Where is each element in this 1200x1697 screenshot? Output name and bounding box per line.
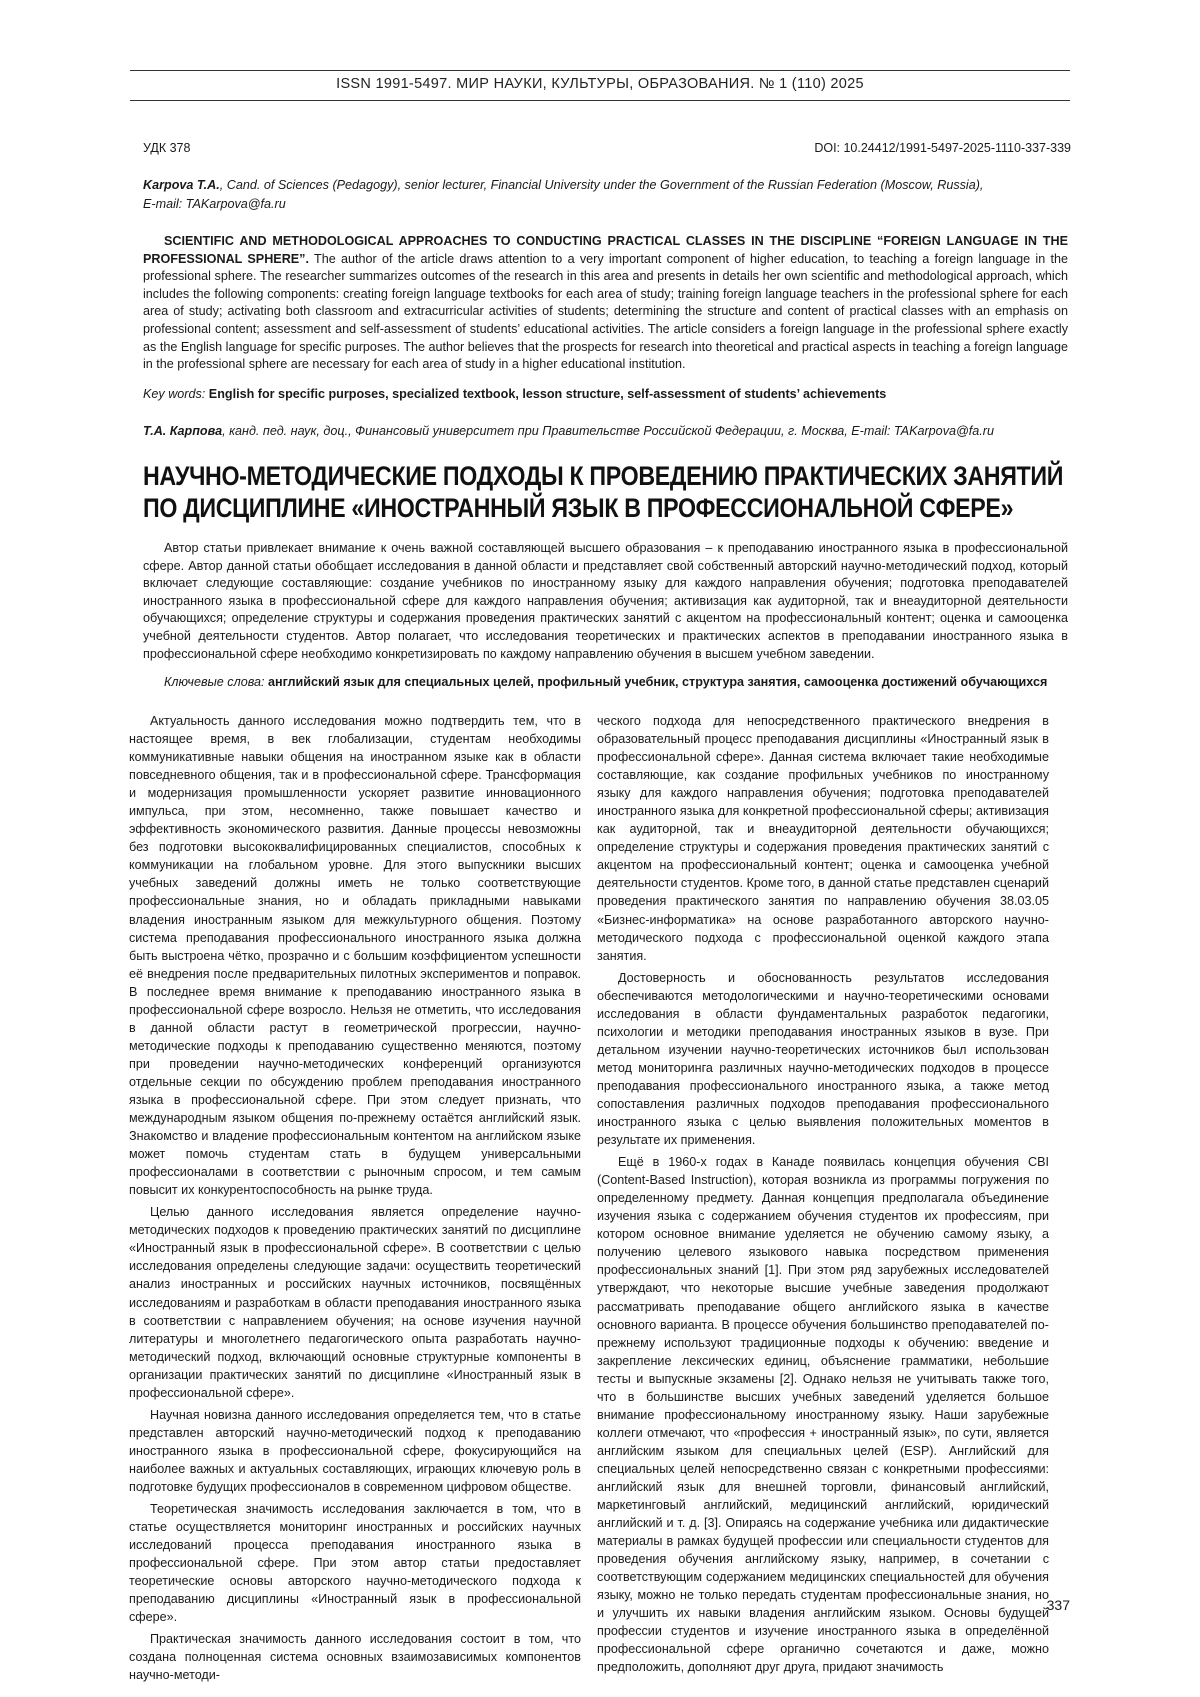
keywords-ru: [143, 674, 1068, 692]
author-name-en: Karpova T.A.: [143, 178, 220, 192]
article-title-ru-line2: ПО ДИСЦИПЛИНЕ «ИНОСТРАННЫЙ ЯЗЫК В ПРОФЕССИОНАЛЬНОЙ СФЕРЕ»: [143, 493, 1014, 523]
body-paragraph: Целью данного исследования является определение научно-методических подходов к проведению практических занятий по дисциплине «Иностранный язык в профессиональной сфере». В соответствии с целью исследования определены следующие задачи: осуществить теоретический анализ иностранных и российских научных источников, посвящённых исследованиям и разработкам в области преподавания иностранного языка в соответствии с направлением обучения; на основе изучения научной литературы и многолетнего педагогического опыта разработать научно-методический подход, включающий основные структурные компоненты в организации практических занятий по дисциплине «Иностранный язык в профессиональной сфере».: [129, 1205, 581, 1400]
author-info-en: [143, 176, 1043, 213]
abstract-text-en: The author of the article draws attention to a very important component of higher education, to teaching a foreign language in the professional sphere. The researcher summarizes outcomes of the research in this area and presents in details her own scientific and methodological approach, which includes the following components: creating foreign language textbooks for each area of study; training foreign language teachers in the professional sphere for each area of study; activating both classroom and extracurricular activities of students; determining the structure and content of practical classes with an emphasis on professional content; assessment and self-assessment of students’ educational activities. The article considers a foreign language in the professional sphere exactly as the English language for specific purposes. The author believes that the prospects for research into theoretical and practical aspects in teaching a foreign language in the professional sphere are necessary for each area of study in a higher educational institution.: [143, 251, 1068, 372]
author-email-en: E-mail: TAKarpova@fa.ru: [143, 196, 286, 211]
keywords-label-en: Key words:: [143, 387, 206, 401]
keywords-en: [143, 386, 1068, 404]
author-info-ru: [143, 422, 1068, 440]
body-paragraph: Ещё в 1960-х годах в Канаде появилась концепция обучения CBI (Content-Based Instruction), которая возникла из программы погружения по определенному предмету. Данная концепция предполагала объединение изучения языка с содержанием обучения студентов их профессиям, при котором основное внимание уделяется не обучению самому языку, а получению целевого языкового навыка посредством применения профессиональных знаний [1]. При этом ряд зарубежных исследователей утверждают, что некоторые высшие учебные заведения продолжают рассматривать преподавание общего английского языка в качестве основного варианта. В процессе обучения большинство преподавателей по-прежнему используют традиционные подходы к обучению: введение и закрепление лексических единиц, объяснение грамматики, небольшие тесты и выпускные экзамены [2]. Однако нельзя не учитывать также того, что в большинстве высших учебных заведений уделяется большое внимание профессиональному иностранному языку. Наши зарубежные коллеги отмечают, что «профессия + иностранный язык», по сути, является английским языком для специальных целей (ESP). Английский для специальных целей непосредственно связан с конкретными профессиями: английский язык для внешней торговли, финансовый английский, маркетинговый английский, медицинский английский, юридический английский и т. д. [3]. Опираясь на содержание учебника или дидактические материалы в рамках будущей профессии или специальности студентов для проведения обучения английскому языку, например, в сочетании с соответствующим содержанием медицинских специальностей для обучения языку, можно не только передать студентам профессиональные знания, но и улучшить их навыки владения английским языком. Основы будущей профессии студентов и изучение иностранного языка в определённой профессиональной сфере органично сочетаются и даже, можно предположить, дополняют друг друга, придают значимость: [597, 1155, 1049, 1675]
article-title-en: SCIENTIFIC AND METHODOLOGICAL APPROACHES TO CONDUCTING PRACTICAL CLASSES IN THE DISCIPLINE “FOREIGN LANGUAGE IN THE PROFESSIONAL SPHERE”.: [143, 234, 1068, 266]
header-rule-top: [130, 70, 1070, 71]
body-paragraph: Практическая значимость данного исследования состоит в том, что создана полноценная система основных взаимозависимых компонентов научно-методи-: [129, 1632, 581, 1683]
article-title-ru-line1: НАУЧНО-МЕТОДИЧЕСКИЕ ПОДХОДЫ К ПРОВЕДЕНИЮ ПРАКТИЧЕСКИХ ЗАНЯТИЙ: [143, 461, 1064, 491]
author-details-ru: , канд. пед. наук, доц., Финансовый университет при Правительстве Российской Федерации, г. Москва, E-mail: TAKarpova@fa.ru: [222, 424, 994, 438]
article-title-ru: [143, 460, 1064, 524]
abstract-en: [143, 233, 1068, 374]
author-name-ru: Т.А. Карпова: [143, 424, 223, 438]
doi-identifier: DOI: 10.24412/1991-5497-2025-1110-337-339: [814, 141, 1071, 155]
header-rule-bottom: [130, 100, 1070, 101]
body-paragraph: Теоретическая значимость исследования заключается в том, что в статье осуществляется мониторинг иностранных и российских научных исследований процесса преподавания иностранного языка в профессиональной сфере. При этом автор статьи предоставляет теоретические основы авторского научно-методического подхода к преподаванию дисциплины «Иностранный язык в профессиональной сфере».: [129, 1502, 581, 1625]
keywords-label-ru: Ключевые слова:: [164, 675, 265, 689]
author-details-en: , Cand. of Sciences (Pedagogy), senior lecturer, Financial University under the Government of the Russian Federation (Moscow, Russia),: [219, 178, 984, 192]
body-column-left: [129, 712, 581, 1688]
body-paragraph: Актуальность данного исследования можно подтвердить тем, что в настоящее время, в век глобализации, студентам необходимы коммуникативные навыки общения на иностранном языке как в области повседневного общения, так и в профессиональной сфере. Трансформация и модернизация промышленности ускоряет развитие инновационного импульса, при этом, несомненно, также повышает качество и эффективность экономического развития. Данные процессы невозможны без подготовки высококвалифицированных специалистов, способных к коммуникации на глобальном уровне. Для этого выпускники высших учебных заведений должны иметь не только соответствующие профессиональные знания, но и обладать прикладными навыками владения иностранным языком для межкультурного общения. Поэтому система преподавания профессионального иностранного языка должна быть выстроена чётко, прозрачно и с большим коэффициентом успешности её внедрения после предварительных пилотных экспериментов и поправок. В последнее время внимание к преподаванию иностранного языка в профессиональной сфере возросло. Нельзя не отметить, что исследования в данной области растут в геометрической прогрессии, научно-методические подходы к преподаванию существенно меняются, поэтому при проведении научно-методических конференций организуются отдельные секции по обсуждению проблем преподавания иностранного языка в профессиональной сфере. При этом следует признать, что международным языком общения по-прежнему остаётся английский язык. Знакомство и владение профессиональным контентом на английском языке может помочь студентам стать в будущем универсальными профессионалами в соответствии с рыночным спросом, и тем самым повысит их конкурентоспособность на рынке труда.: [129, 714, 581, 1198]
abstract-text-ru: Автор статьи привлекает внимание к очень важной составляющей высшего образования – к преподаванию иностранного языка в профессиональной сфере. Автор данной статьи обобщает исследования в данной области и представляет свой собственный авторский научно-методический подход, который включает следующие составляющие: создание учебников по иностранному языку для каждого направления обучения; подготовка преподавателей иностранного языка в профессиональной сфере для каждого направления обучения; активизация как аудиторной, так и внеаудиторной деятельности обучающихся; определение структуры и содержания проведения практических занятий с акцентом на профессиональный контент; оценка и самооценка учебной деятельности студентов. Автор полагает, что исследования теоретических и практических аспектов в преподавании иностранного языка в профессиональной сфере необходимо конкретизировать по каждому направлению обучения в высшем учебном заведении.: [143, 541, 1068, 661]
body-paragraph: Научная новизна данного исследования определяется тем, что в статье представлен авторский научно-методический подход к преподаванию иностранного языка в профессиональной сфере, фокусирующийся на наиболее важных и актуальных составляющих, играющих ключевую роль в подготовке будущих профессионалов в современном цифровом обществе.: [129, 1407, 581, 1494]
body-paragraph: Достоверность и обоснованность результатов исследования обеспечиваются методологическими и научно-теоретическими основами исследования в области фундаментальных разработок педагогики, психологии и методики преподавания иностранных языков в вузе. При детальном изучении научно-теоретических источников был использован метод мониторинга различных научно-методических подходов в процессе преподавания профессионального иностранного языка, а также метод сопоставления различных подходов преподавания профессионального иностранного языка с целью выявления положительных моментов в результате их применения.: [597, 970, 1049, 1148]
running-head: ISSN 1991-5497. МИР НАУКИ, КУЛЬТУРЫ, ОБРАЗОВАНИЯ. № 1 (110) 2025: [336, 76, 864, 92]
abstract-ru: [143, 540, 1068, 663]
keywords-value-en: English for specific purposes, specialized textbook, lesson structure, self-assessment of students’ achievements: [205, 387, 887, 401]
body-column-right: [597, 712, 1049, 1680]
udk-code: УДК 378: [143, 141, 191, 155]
page-number: 337: [1046, 1597, 1070, 1613]
body-paragraph: ческого подхода для непосредственного практического внедрения в образовательный процесс преподавания дисциплины «Иностранный язык в профессиональной сфере». Данная система включает такие необходимые составляющие, как создание профильных учебников по иностранному языку для каждого направления обучения; подготовка преподавателей иностранного языка для конкретной профессиональной сферы; активизация как аудиторной, так и внеаудиторной деятельности обучающихся; определение структуры и содержания проведения практических занятий с акцентом на профессиональный контент; оценка и самооценка учебной деятельности студентов. Кроме того, в данной статье представлен сценарий проведения практического занятия по направлению обучения 38.03.05 «Бизнес-информатика» на основе разработанного авторского научно-методического подхода с профессиональной оценкой каждого этапа занятия.: [597, 714, 1049, 963]
keywords-value-ru: английский язык для специальных целей, профильный учебник, структура занятия, самооценка достижений обучающихся: [264, 675, 1048, 689]
